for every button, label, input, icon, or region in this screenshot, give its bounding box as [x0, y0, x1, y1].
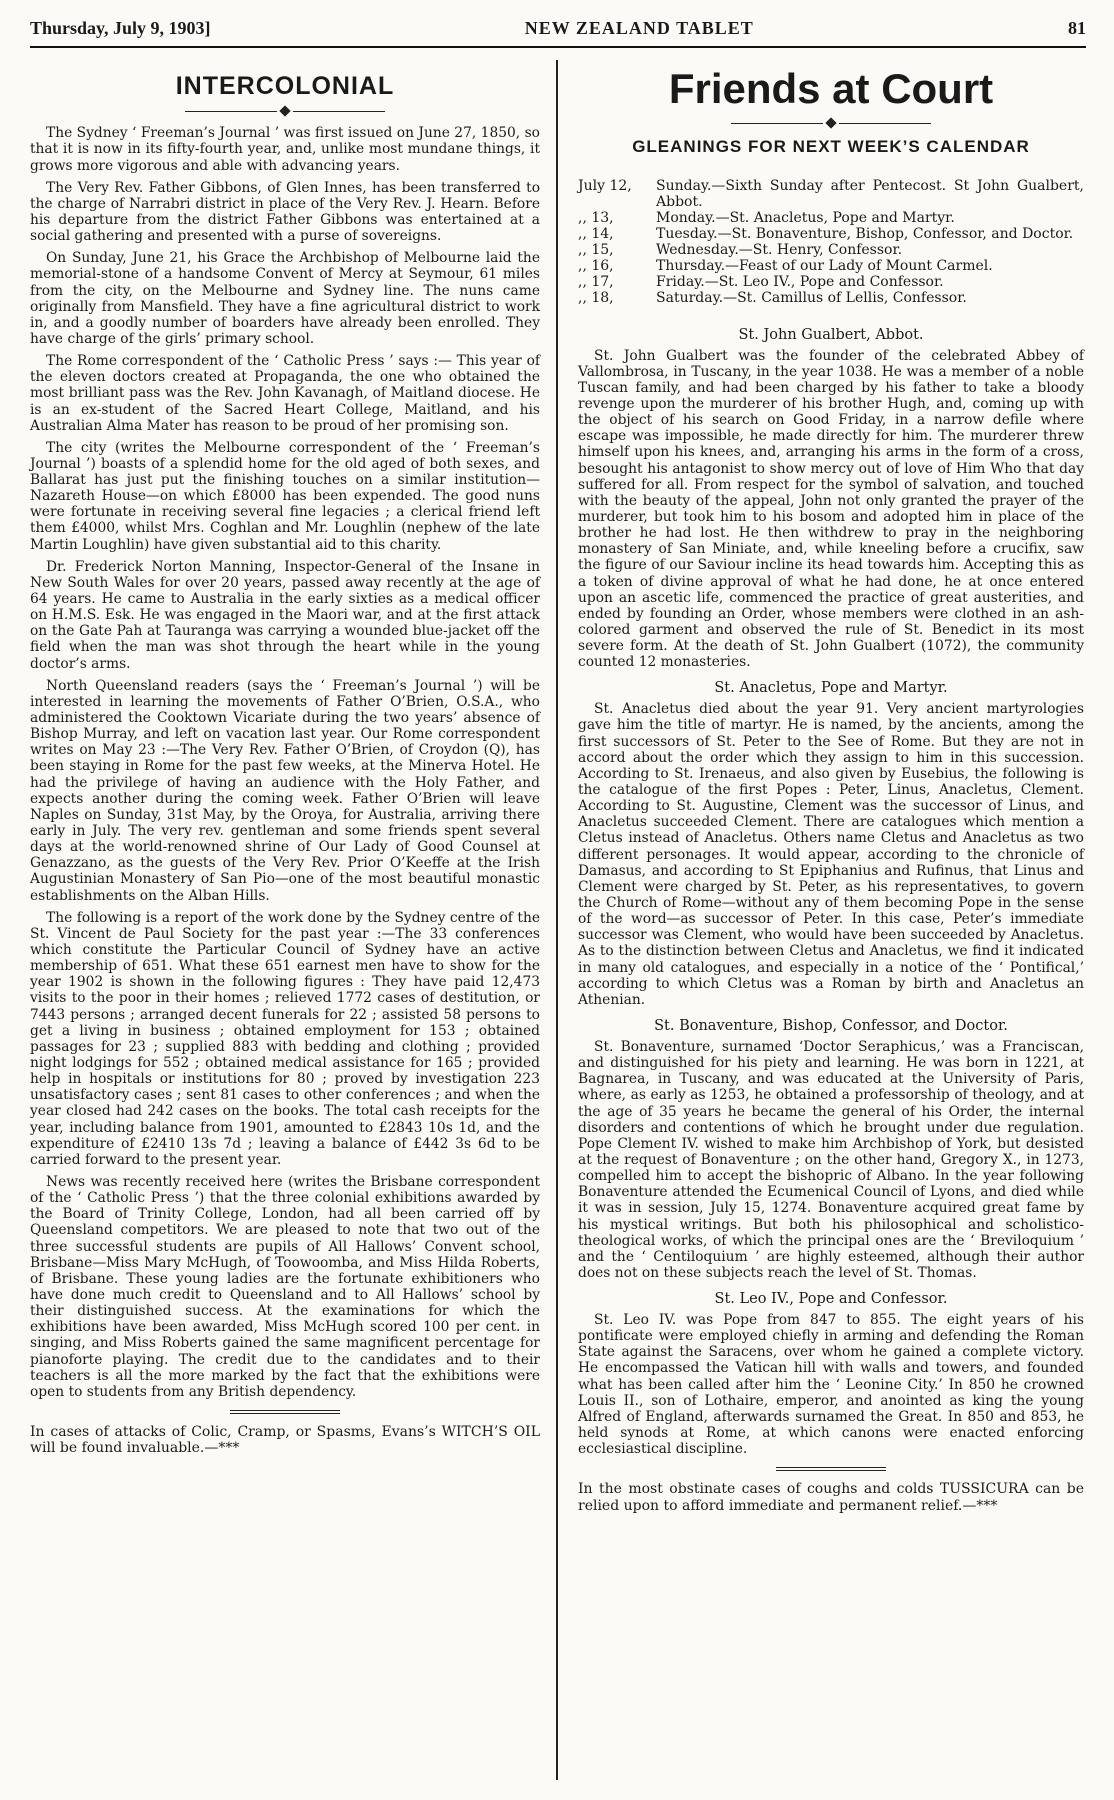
- saint-paragraph: St. Anacletus died about the year 91. Very ancient martyrologies gave him the title of martyr. He is named, by the ancients, among the first successors of St. Peter to the See of Rome. But they are not in accord about the order which they assign to him in this succession. According to St. Irenaeus, and also given by Eusebius, the following is the catalogue of the first Popes : Peter, Linus, Anacletus, Clement. According to St. Augustine, Clement was the successor of Linus, and Anacletus succeeded Clement. There are catalogues which mention a Cletus instead of Anacletus. Others name Cletus and Anacletus as two different personages. It would appear, according to the chronicle of Damasus, and according to St Epiphanius and Rufinus, that Linus and Clement were charged by St. Peter, as his representatives, to govern the Church of Rome—without any of them becoming Pope in the sense of the word—as successor of Peter. In this case, Peter’s immediate successor was Clement, who would have been succeeded by Anacletus. As to the distinction between Cletus and Anacletus, we find it indicated in many old catalogues, and especially in a notice of the ‘ Pontifical,’ according to which Cletus was a Roman by birth and Anacletus an Athenian.: [578, 701, 1084, 1008]
- header-page-number: 81: [1067, 17, 1086, 38]
- calendar-date: ,, 14,: [578, 225, 614, 242]
- saint-paragraph: St. John Gualbert was the founder of the celebrated Abbey of Vallombrosa, in Tuscany, in the year 1038. He was a member of a noble Tuscan family, and had been charged by his father to take a bloody revenge upon the murderer of his brother Hugh, and, coming up with the object of his search on Good Friday, in a narrow defile where escape was impossible, he made directly for him. The murderer threw himself upon his knees, and, arranging his arms in the form of a cross, besought his antagonist to show mercy out of love of Him Who that day suffered for all. From respect for the symbol of salvation, and touched with the beauty of the appeal, John not only granted the prayer of the murderer, but took him to his bosom and adopted him in place of the brother he had lost. He then withdrew to pray in the neighboring monastery of San Miniate, and, while kneeling before a crucifix, saw the figure of our Saviour incline its head towards him. Accepting this as a token of divine approval of what he had done, he at once entered upon an ascetic life, commenced the practice of great austerities, and ended by founding an Order, whose members were clothed in an ash-colored garment and observed the rule of St. Benedict in its most severe form. At the death of St. John Gualbert (1072), the community counted 12 monasteries.: [578, 347, 1084, 671]
- calendar-text: Wednesday.—St. Henry, Confessor.: [656, 241, 903, 258]
- witchs-oil-ad: In cases of attacks of Colic, Cramp, or Spasms, Evans’s WITCH’S OIL will be found invaluable.—***: [30, 1423, 540, 1457]
- calendar-entry: [578, 259, 1084, 275]
- calendar-text: Saturday.—St. Camillus of Lellis, Confessor.: [656, 289, 967, 306]
- calendar-date: ,, 15,: [578, 241, 614, 258]
- saint-heading: St. Leo IV., Pope and Confessor.: [714, 1291, 948, 1308]
- calendar-date: ,, 18,: [578, 289, 614, 306]
- calendar-subtitle: GLEANINGS FOR NEXT WEEK’S CALENDAR: [632, 137, 1030, 157]
- article-paragraph: The city (writes the Melbourne correspondent of the ‘ Freeman’s Journal ’) boasts of a splendid home for the old aged of both sexes, and Ballarat has just put the finishing touches on a similar institution—Nazareth House—on which £8000 has been expended. The good nuns were fortunate in receiving several fine legacies ; a clerical friend left them £4000, whilst Mrs. Coghlan and Mr. Loughlin (nephew of the late Martin Loughlin) have given substantial aid to this charity.: [30, 439, 540, 553]
- header-title: NEW ZEALAND TABLET: [524, 17, 754, 38]
- calendar-entry: [578, 291, 1084, 307]
- calendar-entry: [578, 275, 1084, 291]
- saint-heading: St. John Gualbert, Abbot.: [738, 326, 924, 343]
- column-divider: [556, 60, 558, 1780]
- calendar-text: Tuesday.—St. Bonaventure, Bishop, Confessor, and Doctor.: [656, 225, 1074, 242]
- calendar-entry: [578, 227, 1084, 243]
- article-paragraph: News was recently received here (writes the Brisbane correspondent of the ‘ Catholic Press ’) that the three colonial exhibitions awarded by the Board of Trinity College, London, had all been carried off by Queensland competitors. We are pleased to note that two out of the three successful students are pupils of All Hallows’ Convent school, Brisbane—Miss Mary McHugh, of Toowoomba, and Miss Hilda Roberts, of Brisbane. These young ladies are the fortunate exhibitioners who have done much credit to Queensland and to All Hallows’ school by their distinguished success. At the examinations for which the exhibitions have been awarded, Miss McHugh scored 100 per cent. in singing, and Miss Roberts gained the same magnificent percentage for pianoforte playing. The credit due to the candidates and to their teachers is all the more marked by the fact that the exhibitions were open to students from any British dependency.: [30, 1173, 540, 1400]
- saint-paragraph: St. Leo IV. was Pope from 847 to 855. The eight years of his pontificate were employed chiefly in arming and defending the Roman State against the Saracens, over whom he gained a complete victory. He encompassed the Vatican hill with walls and towers, and founded what has been called after him the ‘ Leonine City.’ In 850 he crowned Louis II., son of Lothaire, emperor, and anointed as king the young Alfred of England, afterwards surnamed the Great. In 850 and 853, he held synods at Rome, at which canons were enacted enforcing ecclesiastical discipline.: [578, 1312, 1084, 1458]
- calendar-date: ,, 16,: [578, 257, 614, 274]
- calendar-date: ,, 17,: [578, 273, 614, 290]
- header-rule: [30, 46, 1086, 48]
- ornament-divider: [731, 119, 931, 127]
- calendar-text: Friday.—St. Leo IV., Pope and Confessor.: [656, 273, 944, 290]
- page-header: [30, 10, 1086, 46]
- calendar-entry: [578, 243, 1084, 259]
- calendar-list: [578, 179, 1084, 307]
- saint-heading: St. Anacletus, Pope and Martyr.: [714, 680, 948, 697]
- calendar-date: ,, 13,: [578, 209, 614, 226]
- ornament-divider: [185, 107, 385, 115]
- article-paragraph: Dr. Frederick Norton Manning, Inspector-General of the Insane in New South Wales for over 20 years, passed away recently at the age of 64 years. He came to Australia in the early sixties as a medical officer on H.M.S. Esk. He was engaged in the Maori war, and at the first attack on the Gate Pah at Tauranga was carrying a wounded blue-jacket off the field when the man was shot through the heart while in the young doctor’s arms.: [30, 558, 540, 672]
- separator: [776, 1467, 886, 1471]
- article-paragraph: The following is a report of the work done by the Sydney centre of the St. Vincent de Paul Society for the past year :—The 33 conferences which constitute the Particular Council of Sydney have an active membership of 651. What these 651 earnest men have to show for the year 1902 is shown in the following figures : They have paid 12,473 visits to the poor in their homes ; relieved 1772 cases of destitution, or 7443 persons ; arranged decent funerals for 22 ; assisted 58 persons to get a living in business ; obtained employment for 153 ; obtained passages for 23 ; supplied 883 with bedding and clothing ; provided night lodgings for 552 ; obtained medical assistance for 165 ; provided help in hospitals or institutions for 80 ; proved by investigation 223 unsatisfactory cases ; sent 81 cases to other conferences ; and when the year closed had 242 cases on the books. The total cash receipts for the year, including balance from 1901, amounted to £2843 10s 1d, and the expenditure of £2410 13s 7d ; leaving a balance of £442 3s 6d to be carried forward to the present year.: [30, 909, 540, 1168]
- friends-at-court-title: Friends at Court: [668, 65, 994, 112]
- article-paragraph: On Sunday, June 21, his Grace the Archbishop of Melbourne laid the memorial-stone of a handsome Convent of Mercy at Seymour, 61 miles from the city, on the Melbourne and Sydney line. The nuns came originally from Mansfield. They have a fine agricultural district to work in, and a goodly number of boarders have already been enrolled. They have charge of the girls’ primary school.: [30, 250, 540, 347]
- calendar-text: Thursday.—Feast of our Lady of Mount Carmel.: [656, 257, 993, 274]
- calendar-date: July 12,: [578, 178, 632, 194]
- right-column: [578, 64, 1084, 1520]
- tussicura-ad: In the most obstinate cases of coughs and colds TUSSICURA can be relied upon to afford immediate and permanent relief.—***: [578, 1481, 1084, 1514]
- article-paragraph: The Rome correspondent of the ‘ Catholic Press ’ says :— This year of the eleven doctors created at Propaganda, the one who obtained the most brilliant pass was the Rev. John Kavanagh, of Maitland diocese. He is an ex-student of the Sacred Heart College, Maitland, and his Australian Alma Mater has reason to be proud of her promising son.: [30, 353, 540, 434]
- header-date: Thursday, July 9, 1903]: [30, 17, 211, 38]
- article-paragraph: The Sydney ‘ Freeman’s Journal ’ was first issued on June 27, 1850, so that it is now in its fifty-fourth year, and, unlike most mundane things, it grows more vigorous and able with advancing years.: [30, 125, 540, 174]
- calendar-entry: [578, 179, 1084, 211]
- article-paragraph: North Queensland readers (says the ‘ Freeman’s Journal ’) will be interested in learning the movements of Father O’Brien, O.S.A., who administered the Cooktown Vicariate during the two years’ absence of Bishop Murray, and left on vacation last year. Our Rome correspondent writes on May 23 :—The Very Rev. Father O’Brien, of Croydon (Q), has been staying in Rome for the past few weeks, at the Minerva Hotel. He had the privilege of having an audience with the Holy Father, and expects another during the coming week. Father O’Brien will leave Naples on Sunday, 31st May, by the Oroya, for Australia, arriving there early in July. The very rev. gentleman and some friends spent several days at the world-renowned shrine of Our Lady of Good Counsel at Genazzano, as the guests of the Very Rev. Prior O’Keeffe at the Irish Augustinian Monastery of San Pio—one of the most beautiful monastic establishments on the Alban Hills.: [30, 677, 540, 904]
- separator: [230, 1410, 340, 1414]
- intercolonial-title: INTERCOLONIAL: [175, 72, 395, 100]
- saint-paragraph: St. Bonaventure, surnamed ‘Doctor Seraphicus,’ was a Franciscan, and distinguished for his piety and learning. He was born in 1221, at Bagnarea, in Tuscany, and was educated at the University of Paris, where, as early as 1253, he obtained a professorship of theology, and at the age of 35 years he became the general of his Order, the internal disorders and contentions of which he brought under due regulation. Pope Clement IV. wished to make him Archbishop of York, but desisted at the request of Bonaventure ; on the other hand, Gregory X., in 1273, compelled him to accept the bishopric of Albano. In the year following Bonaventure attended the Ecumenical Council of Lyons, and died while it was in session, July 15, 1274. Bonaventure acquired great fame by his mystical writings. But both his philosophical and scholistico-theological works, of which the principal ones are the ‘ Breviloquium ’ and the ‘ Centiloquium ’ are highly esteemed, although their author does not on these subjects reach the level of St. Thomas.: [578, 1038, 1084, 1281]
- article-paragraph: The Very Rev. Father Gibbons, of Glen Innes, has been transferred to the charge of Narrabri district in place of the Very Rev. J. Hearn. Before his departure from the district Father Gibbons was entertained at a social gathering and presented with a purse of sovereigns.: [30, 179, 540, 245]
- left-column: [30, 64, 540, 1463]
- saint-heading: St. Bonaventure, Bishop, Confessor, and Doctor.: [654, 1018, 1008, 1035]
- calendar-text: Sunday.—Sixth Sunday after Pentecost. St John Gualbert, Abbot.: [656, 178, 1084, 210]
- calendar-entry: [578, 211, 1084, 227]
- calendar-text: Monday.—St. Anacletus, Pope and Martyr.: [656, 209, 955, 226]
